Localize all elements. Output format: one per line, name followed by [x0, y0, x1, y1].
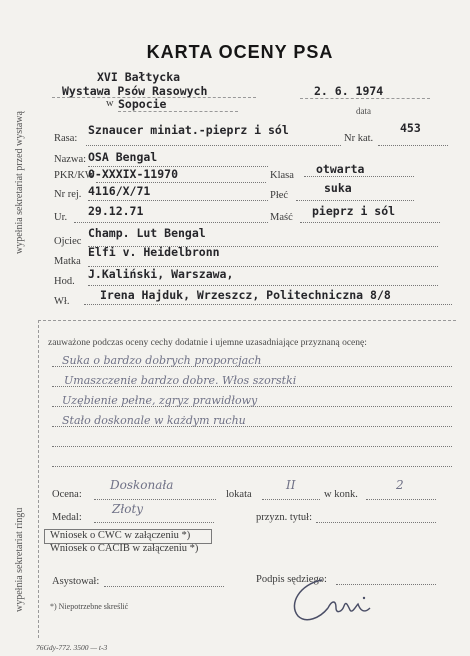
- nazwa-label: Nazwa:: [54, 154, 87, 165]
- asystowal-label: Asystował:: [52, 576, 100, 587]
- ur-rule: [74, 222, 268, 223]
- nr-kat-value: 453: [400, 121, 421, 135]
- printer-mark: 76Gdy-772. 3500 — t-3: [36, 643, 108, 652]
- ojciec-value: Champ. Lut Bengal: [88, 226, 206, 240]
- podpis-label: Podpis sędziego:: [256, 574, 327, 585]
- klasa-label: Klasa: [270, 170, 294, 181]
- medal-label: Medal:: [52, 512, 82, 523]
- medal-value: Złoty: [112, 502, 144, 516]
- ur-value: 29.12.71: [88, 204, 144, 218]
- side-label-bottom: wypełnia sekretariat ringu: [14, 507, 25, 612]
- show-w-label: w: [106, 98, 114, 109]
- nr-rej-value: 4116/X/71: [88, 184, 151, 198]
- rasa-label: Rasa:: [54, 133, 78, 144]
- lokata-rule: [262, 499, 320, 500]
- nr-rej-rule: [88, 200, 268, 201]
- assessment-rule-2: [52, 386, 452, 387]
- assessment-rule-4: [52, 426, 452, 427]
- przyzn-rule: [316, 522, 436, 523]
- left-margin-line: [38, 320, 39, 638]
- klasa-value: otwarta: [316, 162, 365, 176]
- rasa-rule: [86, 145, 341, 146]
- lokata-label: lokata: [226, 489, 252, 500]
- date-label: data: [356, 106, 371, 116]
- matka-label: Matka: [54, 256, 81, 267]
- assessment-rule-1: [52, 366, 452, 367]
- hod-value: J.Kaliński, Warszawa,: [88, 267, 234, 281]
- nr-kat-label: Nr kat.: [344, 133, 374, 144]
- wl-label: Wł.: [54, 296, 70, 307]
- wniosek-cacib: Wniosek o CACIB w załączeniu *): [50, 543, 199, 554]
- show-line-2: Wystawa Psów Rasowych: [62, 84, 208, 98]
- ur-label: Ur.: [54, 212, 68, 223]
- show-place: Sopocie: [118, 97, 167, 111]
- assessment-line-3: Uzębienie pełne, zgryz prawidłowy: [62, 394, 258, 407]
- ocena-value: Doskonała: [110, 478, 174, 492]
- asystowal-rule: [104, 586, 224, 587]
- assessment-rule-3: [52, 406, 452, 407]
- masc-value: pieprz i sól: [312, 204, 396, 218]
- show-date: 2. 6. 1974: [314, 84, 384, 98]
- date-rule: [300, 98, 430, 99]
- nr-rej-label: Nr rej.: [54, 189, 82, 200]
- masc-rule: [300, 222, 440, 223]
- medal-rule: [94, 522, 214, 523]
- pkr-rule: [96, 182, 266, 183]
- section-separator: [38, 320, 456, 321]
- judge-signature: [282, 570, 382, 626]
- w-konk-label: w konk.: [324, 489, 358, 500]
- pkr-label: PKR/KW: [54, 170, 95, 181]
- page-title: KARTA OCENY PSA: [146, 42, 334, 62]
- assessment-line-4: Stało doskonale w każdym ruchu: [62, 414, 246, 427]
- wniosek-cwc: Wniosek o CWC w załączeniu *): [50, 530, 191, 541]
- wl-rule: [84, 304, 452, 305]
- lokata-value: II: [286, 478, 296, 492]
- masc-label: Maść: [270, 212, 293, 223]
- plec-value: suka: [324, 181, 352, 195]
- ocena-label: Ocena:: [52, 489, 82, 500]
- plec-label: Płeć: [270, 190, 289, 201]
- matka-value: Elfi v. Heidelbronn: [88, 245, 220, 259]
- hod-rule: [88, 285, 438, 286]
- show-place-rule: [118, 111, 238, 112]
- w-konk-rule: [366, 499, 436, 500]
- assessment-line-1: Suka o bardzo dobrych proporcjach: [62, 354, 262, 367]
- show-line-1: XVI Bałtycka: [97, 70, 181, 84]
- plec-rule: [296, 200, 414, 201]
- footnote: *) Niepotrzebne skreślić: [50, 602, 129, 611]
- klasa-rule: [304, 176, 414, 177]
- assessment-rule-5: [52, 446, 452, 447]
- assessment-line-2: Umaszczenie bardzo dobre. Włos szorstki: [64, 374, 297, 387]
- hod-label: Hod.: [54, 276, 75, 287]
- w-konk-value: 2: [396, 478, 404, 492]
- assessment-rule-6: [52, 466, 452, 467]
- nr-kat-rule: [378, 145, 448, 146]
- side-label-top: wypełnia sekretariat przed wystawą: [14, 111, 25, 254]
- wl-value: Irena Hajduk, Wrzeszcz, Politechniczna 8/8: [100, 288, 391, 302]
- rasa-value: Sznaucer miniat.-pieprz i sól: [88, 123, 289, 137]
- nazwa-value: OSA Bengal: [88, 150, 158, 164]
- przyzn-label: przyzn. tytuł:: [256, 512, 312, 523]
- pkr-value: 0-XXXIX-11970: [88, 167, 179, 181]
- assessment-prompt: zauważone podczas oceny cechy dodatnie i ujemne uzasadniające przyznaną ocenę:: [48, 338, 367, 348]
- ocena-rule: [94, 499, 216, 500]
- ojciec-label: Ojciec: [54, 236, 82, 247]
